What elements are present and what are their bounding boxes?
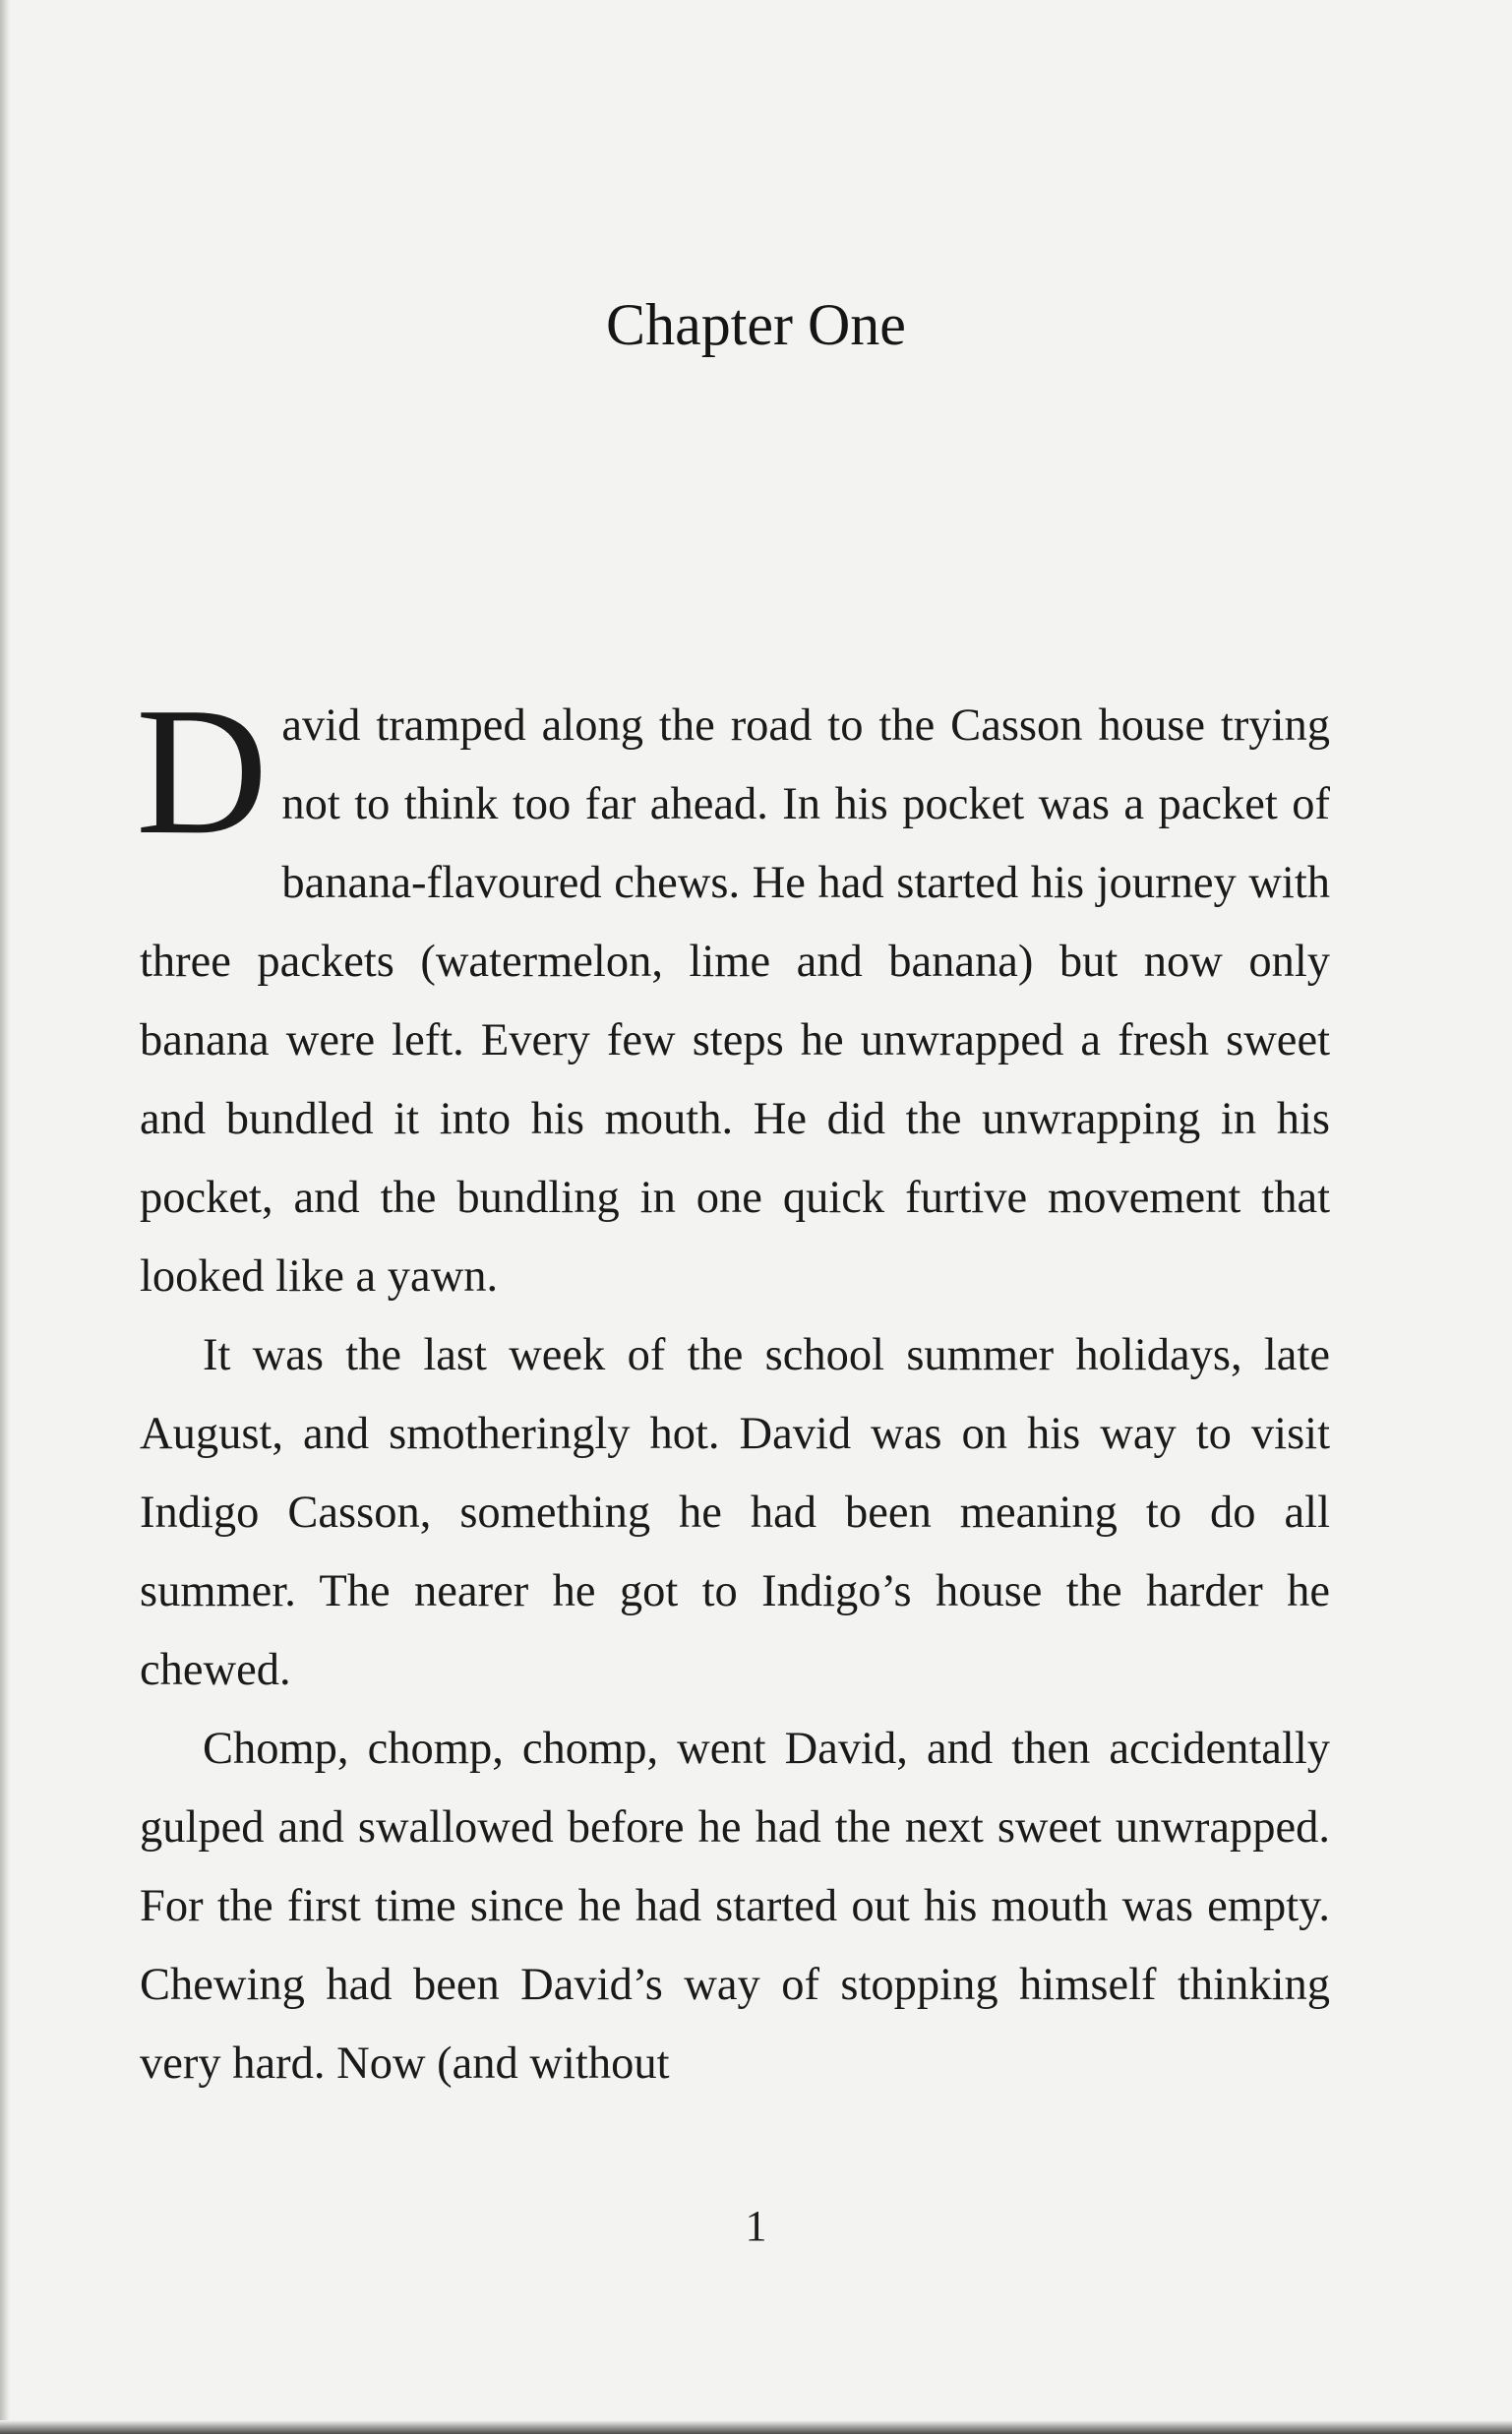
chapter-body [136,670,1330,2103]
page-bottom-edge [0,2420,1512,2434]
page-gutter-shadow [0,0,10,2434]
page-number: 1 [745,2202,767,2250]
chapter-title: Chapter One [606,292,906,357]
paragraph-2: It was the last week of the school summer holidays, late August, and smotheringly hot. David was on his way to visit Indigo Casson, something he had been meaning to do all summer. The nearer he got to Indigo’s house the harder he chewed. [140,1330,1330,1695]
paragraph-3: Chomp, chomp, chomp, went David, and then accidentally gulped and swallowed before he had the next sweet unwrapped. For the first time since he had started out his mouth was empty. Chewing had been David’s way of stopping himself thinking very hard. Now (and without [140,1724,1330,2089]
drop-cap: D [136,670,269,873]
paragraph-1 [136,670,1330,1316]
paragraph-1-text: avid tramped along the road to the Casson house trying not to think too far ahead. In his pocket was a packet of banana-flavoured chews. He had started his journey with three packets (watermelon, lime and banana) but now only banana were left. Every few steps he unwrapped a fresh sweet and bundled it into his mouth. He did the unwrapping in his pocket, and the bundling in one quick furtive movement that looked like a yawn. [140,700,1330,1302]
